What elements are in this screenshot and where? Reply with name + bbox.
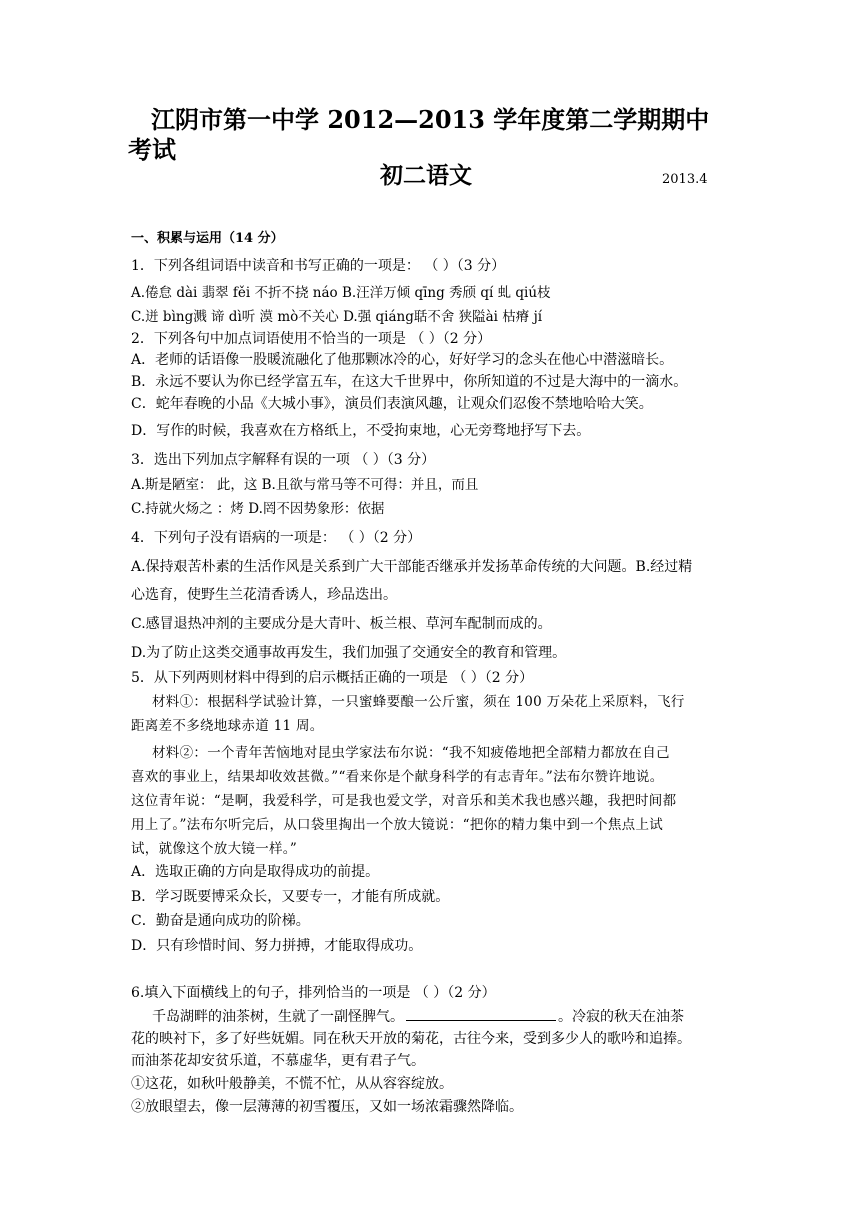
- fill-blank[interactable]: [406, 1008, 556, 1021]
- title-line-1: 江阴市第一中学 2012—2013 学年度第二学期期中: [151, 105, 710, 134]
- q5-option-c: C．勤奋是通向成功的阶梯。: [131, 913, 310, 929]
- q6-option-1: ①这花，如秋叶般静美，不慌不忙，从从容容绽放。: [131, 1076, 453, 1092]
- q4-option-a-line1: A.保持艰苦朴素的生活作风是关系到广大干部能否继承并发扬革命传统的大问题。B.经过精: [131, 559, 693, 575]
- q6-passage-line1: [152, 1008, 684, 1026]
- exam-date: 2013.4: [662, 172, 708, 187]
- q6-stem: 6.填入下面横线上的句子，排列恰当的一项是 （ ）（2 分）: [131, 985, 496, 1001]
- q5-material2-line4: 用上了。”法布尔听完后，从口袋里掏出一个放大镜说：“把你的精力集中到一个焦点上试: [131, 817, 664, 833]
- q6-passage-line1-end: 。冷寂的秋天在油茶: [558, 1009, 684, 1025]
- q3-stem: 3．选出下列加点字解释有误的一项 （ ）（3 分）: [131, 452, 436, 468]
- q3-options-cd: C.持就火炀之 ：烤 D.罔不因势象形：依据: [131, 501, 385, 517]
- q4-option-a-line2: 心选育，使野生兰花清香诱人，珍品迭出。: [131, 587, 397, 603]
- q4-option-c: C.感冒退热冲剂的主要成分是大青叶、板兰根、草河车配制而成的。: [131, 616, 552, 632]
- q1-options-ab: A.倦怠 dài 翡翠 fěi 不折不挠 náo B.汪洋万倾 qīng 秀颀 qí 虬 qiú枝: [131, 285, 551, 301]
- q1-stem: 1．下列各组词语中读音和书写正确的一项是： （ ）（3 分）: [131, 258, 506, 274]
- q5-material2-line2: 喜欢的事业上，结果却收效甚微。”“看来你是个献身科学的有志青年。”法布尔赞许地说。: [131, 769, 664, 785]
- q2-option-a: A．老师的话语像一股暖流融化了他那颗冰冷的心，好好学习的念头在他心中潜滋暗长。: [131, 352, 674, 368]
- section-heading: 一、积累与运用（14 分）: [131, 231, 284, 246]
- q4-stem: 4．下列句子没有语病的一项是： （ ）（2 分）: [131, 530, 422, 546]
- q4-option-d: D.为了防止这类交通事故再发生，我们加强了交通安全的教育和管理。: [131, 645, 567, 661]
- q5-option-a: A．选取正确的方向是取得成功的前提。: [131, 864, 380, 880]
- q5-stem: 5．从下列两则材料中得到的启示概括正确的一项是 （ ）（2 分）: [131, 670, 534, 686]
- q3-options-ab: A.斯是陋室： 此，这 B.且欲与常马等不可得：并且，而且: [131, 477, 479, 493]
- title-line-2: 考试: [128, 135, 176, 164]
- q2-option-d: D．写作的时候，我喜欢在方格纸上，不受拘束地，心无旁骛地抒写下去。: [131, 423, 591, 439]
- subtitle: 初二语文: [380, 162, 472, 189]
- q1-options-cd: C.迸 bìng溅 谛 dì听 漠 mò不关心 D.强 qiáng聒不舍 狭隘ài 枯瘠 jí: [131, 309, 543, 325]
- q5-material2-line3: 这位青年说：“是啊，我爱科学，可是我也爱文学，对音乐和美术我也感兴趣，我把时间都: [131, 793, 677, 809]
- q5-material1-line2: 距离差不多绕地球赤道 11 周。: [131, 718, 324, 734]
- q5-material2-line1: 材料②：一个青年苦恼地对昆虫学家法布尔说：“我不知疲倦地把全部精力都放在自己: [152, 745, 670, 761]
- q6-passage-line2: 花的映衬下，多了好些妩媚。同在秋天开放的菊花，古往今来，受到多少人的歌吟和追捧。: [131, 1031, 691, 1047]
- q6-passage-line1-start: 千岛湖畔的油茶树，生就了一副怪脾气。: [152, 1009, 404, 1025]
- q5-option-d: D．只有珍惜时间、努力拼搏，才能取得成功。: [131, 938, 423, 954]
- q5-option-b: B．学习既要博采众长，又要专一，才能有所成就。: [131, 889, 450, 905]
- q6-passage-line3: 而油茶花却安贫乐道，不慕虚华，更有君子气。: [131, 1053, 425, 1069]
- q5-material1-line1: 材料①：根据科学试验计算，一只蜜蜂要酿一公斤蜜，须在 100 万朵花上采原料，飞行: [152, 694, 685, 710]
- q2-option-b: B．永远不要认为你已经学富五车，在这大千世界中，你所知道的不过是大海中的一滴水。: [131, 374, 688, 390]
- q2-option-c: C．蛇年春晚的小品《大城小事》，演员们表演风趣，让观众们忍俊不禁地哈哈大笑。: [131, 396, 653, 412]
- q2-stem: 2．下列各句中加点词语使用不恰当的一项是 （ ）（2 分）: [131, 331, 492, 347]
- q6-option-2: ②放眼望去，像一层薄薄的初雪覆压，又如一场浓霜骤然降临。: [131, 1099, 523, 1115]
- q5-material2-line5: 试，就像这个放大镜一样。”: [131, 841, 298, 857]
